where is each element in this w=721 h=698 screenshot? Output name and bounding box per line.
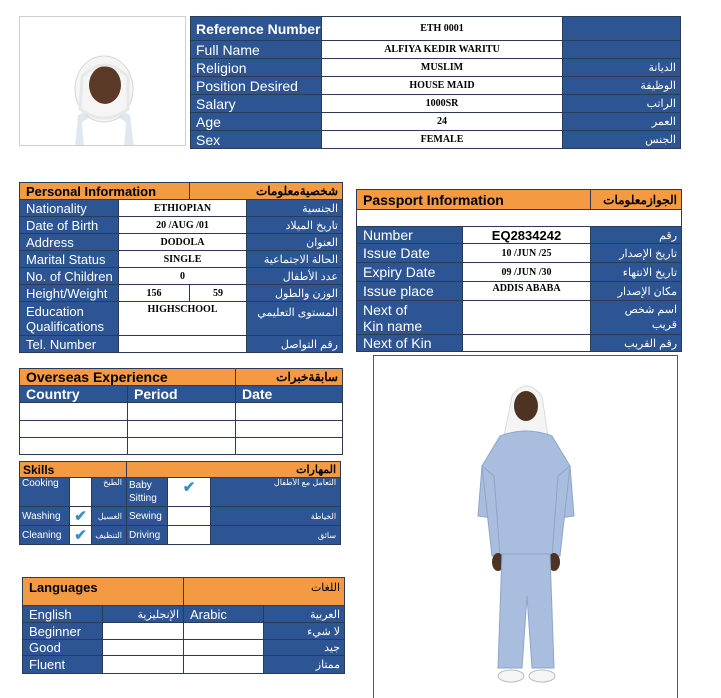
portrait-figure-image xyxy=(20,17,186,146)
address-label: Address xyxy=(20,234,119,251)
languages-title: Languages xyxy=(23,578,184,606)
skill-cooking-check xyxy=(70,478,92,507)
next-of-kin-name-ar xyxy=(591,301,682,335)
skill-cooking-label: Cooking xyxy=(20,478,70,507)
full-body-figure-image xyxy=(374,356,678,698)
overseas-cell xyxy=(128,438,236,455)
dob-ar: تاريخ الميلاد xyxy=(247,217,343,234)
position-desired-label: Position Desired xyxy=(191,77,322,95)
overseas-cell xyxy=(20,438,128,455)
weight-value: 59 xyxy=(190,285,247,302)
full-body-photo xyxy=(373,355,678,698)
issue-date-value: 10 /JUN /25 xyxy=(463,244,591,263)
level-fluent: Fluent xyxy=(23,656,103,674)
address-ar: العنوان xyxy=(247,234,343,251)
next-of-kin-name-label xyxy=(357,301,463,335)
passport-info-title-ar: الجوازمعلومات xyxy=(591,190,682,210)
skills-table xyxy=(19,461,341,545)
age-label: Age xyxy=(191,113,322,131)
overseas-cell xyxy=(20,421,128,438)
nationality-ar: الجنسية xyxy=(247,200,343,217)
next-of-kin-name-ar-line1: اسم شخص xyxy=(624,303,678,316)
reference-number-value: ETH 0001 xyxy=(322,17,563,41)
expiry-date-ar: تاريخ الانتهاء xyxy=(591,263,682,282)
overseas-cell xyxy=(128,421,236,438)
issue-place-value: ADDIS ABABA xyxy=(463,282,591,301)
skills-title-ar: المهارات xyxy=(127,462,341,478)
religion-value: MUSLIM xyxy=(322,59,563,77)
arabic-good-cell xyxy=(184,640,264,656)
skill-baby-label-line2: Sitting xyxy=(129,493,157,504)
passport-number-value: EQ2834242 xyxy=(463,227,591,244)
tel-value xyxy=(119,336,247,353)
overseas-col-period: Period xyxy=(128,386,236,403)
expiry-date-value: 09 /JUN /30 xyxy=(463,263,591,282)
skill-baby-label xyxy=(127,478,168,507)
skill-sewing-check xyxy=(168,507,211,526)
expiry-date-label: Expiry Date xyxy=(357,263,463,282)
full-name-label: Full Name xyxy=(191,41,322,59)
marital-status-label: Marital Status xyxy=(20,251,119,268)
skills-title: Skills xyxy=(20,462,127,478)
overseas-cell xyxy=(20,403,128,421)
sex-label: Sex xyxy=(191,131,322,149)
marital-status-value: SINGLE xyxy=(119,251,247,268)
issue-date-label: Issue Date xyxy=(357,244,463,263)
next-of-kin-name-line2: Kin name xyxy=(363,317,423,334)
passport-info-title: Passport Information xyxy=(357,190,591,210)
overseas-title: Overseas Experience xyxy=(20,369,236,386)
nationality-label: Nationality xyxy=(20,200,119,217)
skill-sewing-label: Sewing xyxy=(127,507,168,526)
salary-value: 1000SR xyxy=(322,95,563,113)
height-weight-ar: الوزن والطول xyxy=(247,285,343,302)
skill-cleaning-ar: التنظيف xyxy=(92,526,127,545)
language-arabic-ar: العربية xyxy=(264,606,345,623)
height-weight-label: Height/Weight xyxy=(20,285,119,302)
skill-cooking-ar: الطبخ xyxy=(92,478,127,507)
salary-label: Salary xyxy=(191,95,322,113)
education-ar: المستوى التعليمي xyxy=(247,302,343,336)
skill-washing-label: Washing xyxy=(20,507,70,526)
english-good-cell xyxy=(103,640,184,656)
children-label: No. of Children xyxy=(20,268,119,285)
dob-label: Date of Birth xyxy=(20,217,119,234)
sex-value: FEMALE xyxy=(322,131,563,149)
passport-number-label: Number xyxy=(357,227,463,244)
passport-spacer-row xyxy=(357,210,682,227)
languages-table xyxy=(22,577,345,674)
arabic-beginner-cell xyxy=(184,623,264,640)
skill-driving-ar: سائق xyxy=(211,526,341,545)
issue-place-ar: مكان الإصدار xyxy=(591,282,682,301)
english-fluent-cell xyxy=(103,656,184,674)
next-of-kin-name-value xyxy=(463,301,591,335)
next-of-kin-label: Next of Kin xyxy=(357,335,463,352)
language-english-ar: الإنجليزية xyxy=(103,606,184,623)
personal-info-title: Personal Information xyxy=(20,183,190,200)
overseas-cell xyxy=(236,403,343,421)
overseas-cell xyxy=(128,403,236,421)
next-of-kin-name-line1: Next of xyxy=(363,301,408,318)
religion-label: Religion xyxy=(191,59,322,77)
nationality-value: ETHIOPIAN xyxy=(119,200,247,217)
overseas-col-country: Country xyxy=(20,386,128,403)
position-desired-value: HOUSE MAID xyxy=(322,77,563,95)
skill-washing-ar: الغسيل xyxy=(92,507,127,526)
issue-place-label: Issue place xyxy=(357,282,463,301)
personal-info-table xyxy=(19,182,343,353)
skill-baby-label-line1: Baby xyxy=(129,480,152,491)
children-value: 0 xyxy=(119,268,247,285)
age-ar: العمر xyxy=(563,113,681,131)
overseas-col-date: Date xyxy=(236,386,343,403)
english-beginner-cell xyxy=(103,623,184,640)
skill-sewing-ar: الخياطة xyxy=(211,507,341,526)
overseas-title-ar: سابقةخبرات xyxy=(236,369,343,386)
height-value: 156 xyxy=(119,285,190,302)
salary-ar: الراتب xyxy=(563,95,681,113)
children-ar: عدد الأطفال xyxy=(247,268,343,285)
level-beginner: Beginner xyxy=(23,623,103,640)
skill-cleaning-label: Cleaning xyxy=(20,526,70,545)
tel-ar: رقم التواصل xyxy=(247,336,343,353)
next-of-kin-ar: رقم القريب xyxy=(591,335,682,352)
level-good-ar: جيد xyxy=(264,640,345,656)
level-good: Good xyxy=(23,640,103,656)
skill-washing-check-icon: ✔ xyxy=(70,507,92,526)
next-of-kin-name-ar-line2: قريب xyxy=(651,318,678,331)
full-name-ar xyxy=(563,41,681,59)
education-label xyxy=(20,302,119,336)
address-value: DODOLA xyxy=(119,234,247,251)
portrait-photo xyxy=(19,16,186,146)
reference-number-label: Reference Number xyxy=(191,17,322,41)
religion-ar: الديانة xyxy=(563,59,681,77)
overseas-cell xyxy=(236,438,343,455)
language-arabic: Arabic xyxy=(184,606,264,623)
next-of-kin-value xyxy=(463,335,591,352)
sex-ar: الجنس xyxy=(563,131,681,149)
overseas-experience-table xyxy=(19,368,343,455)
education-label-line1: Education xyxy=(26,303,84,319)
marital-status-ar: الحالة الاجتماعية xyxy=(247,251,343,268)
personal-info-title-ar: شخصيةمعلومات xyxy=(190,183,343,200)
reference-number-ar xyxy=(563,17,681,41)
education-label-line2: Qualifications xyxy=(26,318,105,334)
education-value: HIGHSCHOOL xyxy=(119,302,247,336)
issue-date-ar: تاريخ الإصدار xyxy=(591,244,682,263)
language-english: English xyxy=(23,606,103,623)
dob-value: 20 /AUG /01 xyxy=(119,217,247,234)
level-beginner-ar: لا شيء xyxy=(264,623,345,640)
languages-title-ar: اللغات xyxy=(184,578,345,606)
skill-baby-check-icon: ✔ xyxy=(168,478,211,507)
passport-number-ar: رقم xyxy=(591,227,682,244)
full-name-value: ALFIYA KEDIR WARITU xyxy=(322,41,563,59)
skill-driving-label: Driving xyxy=(127,526,168,545)
age-value: 24 xyxy=(322,113,563,131)
header-table xyxy=(190,16,681,149)
skill-driving-check xyxy=(168,526,211,545)
tel-label: Tel. Number xyxy=(20,336,119,353)
position-desired-ar: الوظيفة xyxy=(563,77,681,95)
level-fluent-ar: ممتاز xyxy=(264,656,345,674)
skill-cleaning-check-icon: ✔ xyxy=(70,526,92,545)
skill-baby-ar: التعامل مع الأطفال xyxy=(211,478,341,507)
arabic-fluent-cell xyxy=(184,656,264,674)
overseas-cell xyxy=(236,421,343,438)
passport-info-table xyxy=(356,189,682,352)
